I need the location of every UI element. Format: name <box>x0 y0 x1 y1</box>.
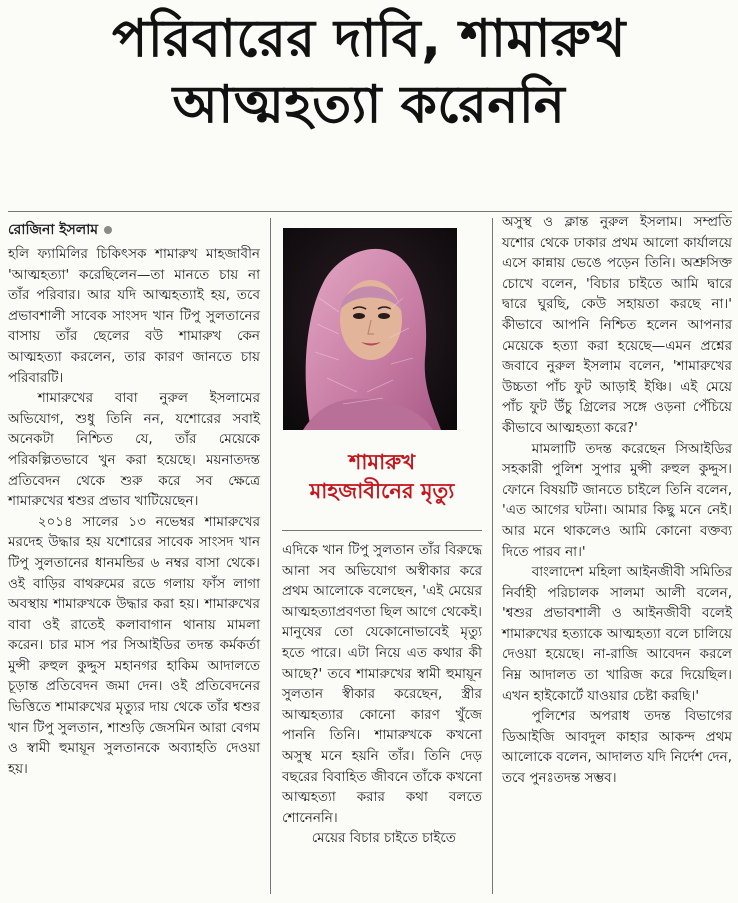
portrait-photo <box>283 228 457 430</box>
headline-line-1: পরিবারের দাবি, শামারুখ <box>112 9 626 69</box>
caption-divider <box>282 530 482 531</box>
portrait-illustration <box>283 228 457 430</box>
headline <box>0 6 738 138</box>
caption-line-1: শামারুখ <box>348 450 416 474</box>
paragraph: বাংলাদেশ মহিলা আইনজীবী সমিতির নির্বাহী পরিচালক সালমা আলী বলেন, 'শ্বশুর প্রভাবশালী ও আইনজীবী বলেই শামারুখের হত্যাকে আত্মহত্যা বলে চালিয়ে দেওয়া হয়েছে। না-রাজি আবেদন করলে নিম্ন আদালত তা খারিজ করে দিয়েছিল। এখন হাইকোর্টে যাওয়ার চেষ্টা করছি।' <box>502 564 732 704</box>
paragraph: শামারুখের বাবা নুরুল ইসলামের অভিযোগ, শুধু তিনি নন, যশোরের সবাই অনেকটা নিশ্চিত যে, তাঁর মেয়েকে পরিকল্পিতভাবে খুন করা হয়েছে। ময়নাতদন্ত প্রতিবেদন থেকে শুরু করে সব ক্ষেত্রে শামারুখের শ্বশুর প্রভাব খাটিয়েছেন। <box>8 390 260 510</box>
article-column-3 <box>502 212 732 789</box>
byline <box>8 218 112 242</box>
column-divider-2 <box>492 218 493 894</box>
photo-caption <box>282 448 482 506</box>
paragraph: ২০১৪ সালের ১৩ নভেম্বর শামারুখের মরদেহ উদ্ধার হয় যশোরের সাবেক সাংসদ খান টিপু সুলতানের ধানমন্ডির ৬ নম্বর বাসা থেকে। ওই বাড়ির বাথরুমের রডে গলায় ফাঁস লাগা অবস্থায় শামারুখকে উদ্ধার করা হয়। শামারুখের বাবা ওই রাতেই কলাবাগান থানায় মামলা করেন। চার মাস পর সিআইডির তদন্ত কর্মকর্তা মুন্সী রুহুল কুদ্দুস মহানগর হাকিম আদালতে চূড়ান্ত প্রতিবেদন জমা দেন। ওই প্রতিবেদনের ভিত্তিতে শামারুখের মৃত্যুর দায় থেকে তাঁর শ্বশুর খান টিপু সুলতান, শাশুড়ি জেসমিন আরা বেগম ও স্বামী হুমায়ূন সুলতানকে অব্যাহতি দেওয়া হয়। <box>8 513 260 777</box>
article-column-2 <box>282 540 482 849</box>
paragraph: পুলিশের অপরাধ তদন্ত বিভাগের ডিআইজি আবদুল কাহার আকন্দ প্রথম আলোকে বলেন, আদালত যদি নির্দেশ দেন, তবে পুনঃতদন্ত সম্ভব। <box>502 708 732 787</box>
article-column-1 <box>8 244 260 779</box>
byline-bullet-icon <box>104 226 112 234</box>
headline-line-2: আত্মহত্যা করেননি <box>172 75 566 135</box>
paragraph: এদিকে খান টিপু সুলতান তাঁর বিরুদ্ধে আনা সব অভিযোগ অস্বীকার করে প্রথম আলোকে বলেছেন, 'এই মেয়ের আত্মহত্যাপ্রবণতা ছিল আগে থেকেই। মানুষের তো যেকোনোভাবেই মৃত্যু হতে পারে। এটা নিয়ে এত কথার কী আছে?' তবে শামারুখের স্বামী হুমায়ূন সুলতান স্বীকার করেছেন, স্ত্রীর আত্মহত্যার কোনো কারণ খুঁজে পাননি তিনি। শামারুখকে কখনো অসুস্থ মনে হয়নি তাঁর। তিনি দেড় বছরের বিবাহিত জীবনে তাঁকে কখনো আত্মহত্যা করার কথা বলতে শোনেননি। <box>282 542 482 826</box>
column-divider-1 <box>270 218 271 894</box>
paragraph: অসুস্থ ও ক্লান্ত নুরুল ইসলাম। সম্প্রতি যশোর থেকে ঢাকার প্রথম আলো কার্যালয়ে এসে কান্নায় ভেঙে পড়েন তিনি। অশ্রুসিক্ত চোখে বলেন, 'বিচার চাইতে আমি দ্বারে দ্বারে ঘুরছি, কেউ সহায়তা করছে না।' কীভাবে আপনি নিশ্চিত হলেন আপনার মেয়েকে হত্যা করা হয়েছে—এমন প্রশ্নের জবাবে নুরুল ইসলাম বলেন, 'শামারুখের উচ্চতা পাঁচ ফুট আড়াই ইঞ্চি। এই মেয়ে পাঁচ ফুট উঁচু গ্রিলের সঙ্গে ওড়না পেঁচিয়ে কীভাবে আত্মহত্যা করে?' <box>502 214 732 436</box>
paragraph: মেয়ের বিচার চাইতে চাইতে <box>311 830 456 847</box>
caption-line-2: মাহজাবীনের মৃত্যু <box>309 479 455 503</box>
author-name: রোজিনা ইসলাম <box>8 222 99 238</box>
paragraph: মামলাটি তদন্ত করেছেন সিআইডির সহকারী পুলিশ সুপার মুন্সী রুহুল কুদ্দুস। ফোনে বিষয়টি জানতে চাইলে তিনি বলেন, 'এত আগের ঘটনা। আমার কিছু মনে নেই। আর মনে থাকলেও আমি কোনো বক্তব্য দিতে পারব না।' <box>502 440 732 560</box>
paragraph: হলি ফ্যামিলির চিকিৎসক শামারুখ মাহজাবীন 'আত্মহত্যা' করেছিলেন—তা মানতে চায় না তাঁর পরিবার। আর যদি আত্মহত্যাই হয়, তবে প্রভাবশালী সাবেক সাংসদ খান টিপু সুলতানের বাসায় তাঁর ছেলের বউ শামারুখ কেন আত্মহত্যা করলেন, তার কারণ জানতে চায় পরিবারটি। <box>8 246 260 386</box>
